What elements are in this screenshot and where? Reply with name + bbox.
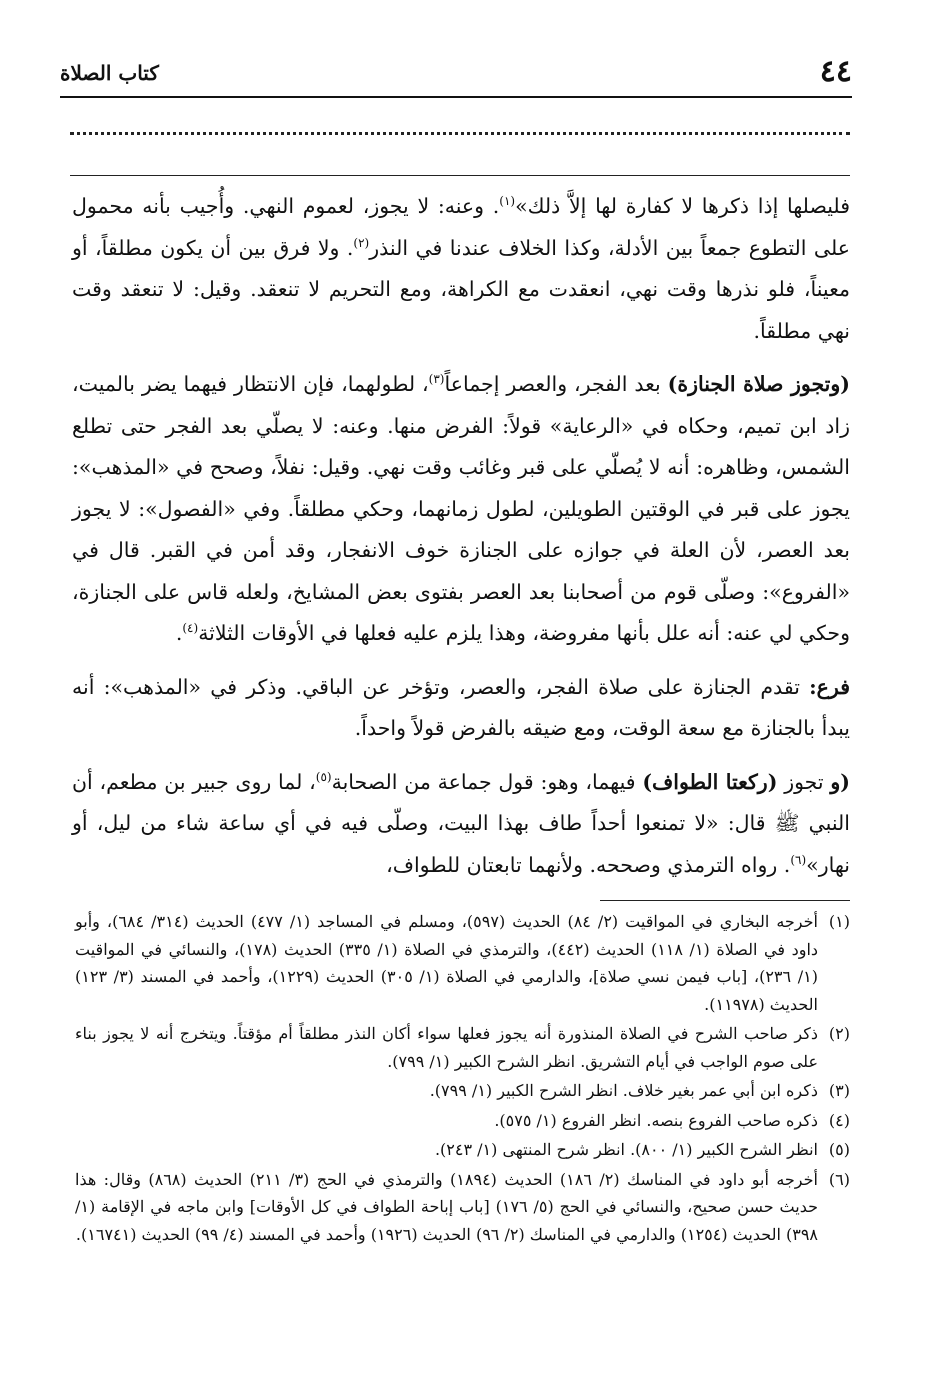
text-run: ، لطولهما، فإن الانتظار فيهما يضر بالميت، زاد ابن تميم، وحكاه في «الرعاية» قولاً: الفرض منها. وعنه: لا يصلّي بعد الفجر حتى تطلع الشمس، وظاهره: أنه لا يُصلّي على قبر وغائب وقت نهي. وقيل: نفلاً، وصحح في «المذهب»: يجوز على قبر في الوقتين الطويلين، لطول زمانهما، وحكي مطلقاً. وفي «الفصول»: لا يجوز بعد العصر، لأن العلة في جوازه على الجنازة خوف الانفجار، وقد أمن في القبر. قال في «الفروع»: وصلّى قوم من أصحابنا بعد العصر بفتوى بعض المشايخ، ولعله قاس على الجنازة، وحكي لي عنه: أنه علل بأنها مفروضة، وهذا يلزم عليه فعلها في الأوقات الثلاثة xyxy=(72,372,850,645)
footnote xyxy=(75,1107,850,1135)
bold-phrase: (وتجوز صلاة الجنازة) xyxy=(667,372,850,396)
footnote-number: (٣) xyxy=(828,1081,850,1100)
footnote xyxy=(75,1136,850,1164)
footnote-text: ذكر صاحب الشرح في الصلاة المنذورة أنه يجوز فعلها سواء أكان النذر مطلقاً أم مؤقتاً. ويتخرج أنه لا يجوز بناء على صوم الواجب في أيام التشريق. انظر الشرح الكبير (١/ ٧٩٩). xyxy=(75,1024,818,1071)
footnote-number: (١) xyxy=(828,912,850,931)
paragraph xyxy=(72,762,850,887)
paragraph xyxy=(72,186,850,352)
paragraph xyxy=(72,667,850,750)
footnote-ref: (٦) xyxy=(790,852,807,867)
text-run: تقدم الجنازة على صلاة الفجر، والعصر، وتؤخر عن الباقي. وذكر في «المذهب»: أنه يبدأ بالجنازة مع سعة الوقت، ومع ضيقه بالفرض قولاً واحداً. xyxy=(72,674,850,740)
paragraph xyxy=(72,364,850,655)
text-run: تجوز xyxy=(777,769,831,794)
footnote-number: (٤) xyxy=(828,1110,850,1130)
footnote xyxy=(75,908,850,1018)
text-run: فيهما، وهو: قول جماعة من الصحابة xyxy=(331,769,643,794)
text-run: ، لما روى جبير بن مطعم، أن النبي ﷺ قال: «لا تمنعوا أحداً طاف بهذا البيت، وصلّى فيه في أي ساعة شاء من ليل، أو نهار» xyxy=(72,769,850,877)
footnote-separator xyxy=(600,900,850,901)
header-rule xyxy=(60,96,852,98)
footnote xyxy=(75,1077,850,1105)
page-header xyxy=(60,52,852,98)
text-run: . وعنه: لا يجوز، لعموم النهي. وأُجيب بأنه محمول على التطوع جمعاً بين الأدلة، وكذا الخلاف عندنا في النذر xyxy=(72,194,850,260)
footnote-ref: (٤) xyxy=(182,621,199,636)
text-run: . ولا فرق بين أن يكون مطلقاً، أو معيناً، فلو نذرها وقت نهي، انعقدت مع الكراهة، ومع التحريم لا تنعقد. وقيل: لا تنعقد وقت نهي مطلقاً. xyxy=(72,235,850,343)
bold-phrase: (ركعتا الطواف) xyxy=(642,769,778,794)
main-text xyxy=(72,186,850,898)
footnote-ref: (١) xyxy=(499,194,516,209)
running-title: كتاب الصلاة xyxy=(60,61,159,85)
footnote-ref: (٣) xyxy=(428,372,445,387)
footnote-ref: (٥) xyxy=(315,769,332,784)
dotted-separator xyxy=(70,132,850,135)
footnote-number: (٢) xyxy=(828,1024,850,1043)
footnotes xyxy=(75,908,850,1250)
text-run: فليصلها إذا ذكرها لا كفارة لها إلاَّ ذلك» xyxy=(515,194,850,218)
footnote-text: انظر الشرح الكبير (١/ ٨٠٠). انظر شرح المنتهى (١/ ٢٤٣). xyxy=(434,1140,818,1159)
footnote xyxy=(75,1166,850,1249)
footnote-text: ذكره ابن أبي عمر بغير خلاف. انظر الشرح الكبير (١/ ٧٩٩). xyxy=(429,1081,818,1100)
footnote-text: أخرجه أبو داود في المناسك (٢/ ١٨٦) الحديث (١٨٩٤) والترمذي في الحج (٣/ ٢١١) الحديث (٨٦٨) وقال: هذا حديث حسن صحيح، والنسائي في الحج (٥/ ١٧٦) [باب إباحة الطواف في كل الأوقات] وابن ماجه في الإقامة (١/ ٣٩٨) الحديث (١٢٥٤) والدارمي في المناسك (٢/ ٩٦) الحديث (١٩٢٦) وأحمد في المسند (٤/ ٩٩) الحديث (١٦٧٤١). xyxy=(75,1169,818,1244)
text-run: . رواه الترمذي وصححه. ولأنهما تابعتان للطواف، xyxy=(386,852,791,877)
text-run: بعد الفجر، والعصر إجماعاً xyxy=(444,372,668,396)
separator-rule xyxy=(70,175,850,176)
page-number: ٤٤ xyxy=(819,54,852,89)
footnote-text: ذكره صاحب الفروع بنصه. انظر الفروع (١/ ٥٧٥). xyxy=(494,1110,818,1130)
footnote-number: (٥) xyxy=(828,1140,850,1159)
footnote xyxy=(75,1020,850,1075)
footnote-ref: (٢) xyxy=(353,235,370,250)
footnote-text: أخرجه البخاري في المواقيت (٢/ ٨٤) الحديث (٥٩٧)، ومسلم في المساجد (١/ ٤٧٧) الحديث (٣١٤/ ٦٨٤)، وأبو داود في الصلاة (١/ ١١٨) الحديث (٤٤٢)، والترمذي في الصلاة (١/ ٣٣٥) الحديث (١٧٨)، والنسائي في المواقيت (١/ ٢٣٦)، [باب فيمن نسي صلاة]، والدارمي في الصلاة (١/ ٣٠٥) الحديث (١٢٢٩)، وأحمد في المسند (٣/ ١٢٣) الحديث (١١٩٧٨). xyxy=(75,912,819,1014)
bold-phrase: فرع: xyxy=(809,674,850,699)
footnote-number: (٦) xyxy=(828,1169,850,1189)
text-run: . xyxy=(175,621,183,645)
bold-phrase: (و xyxy=(830,769,850,794)
